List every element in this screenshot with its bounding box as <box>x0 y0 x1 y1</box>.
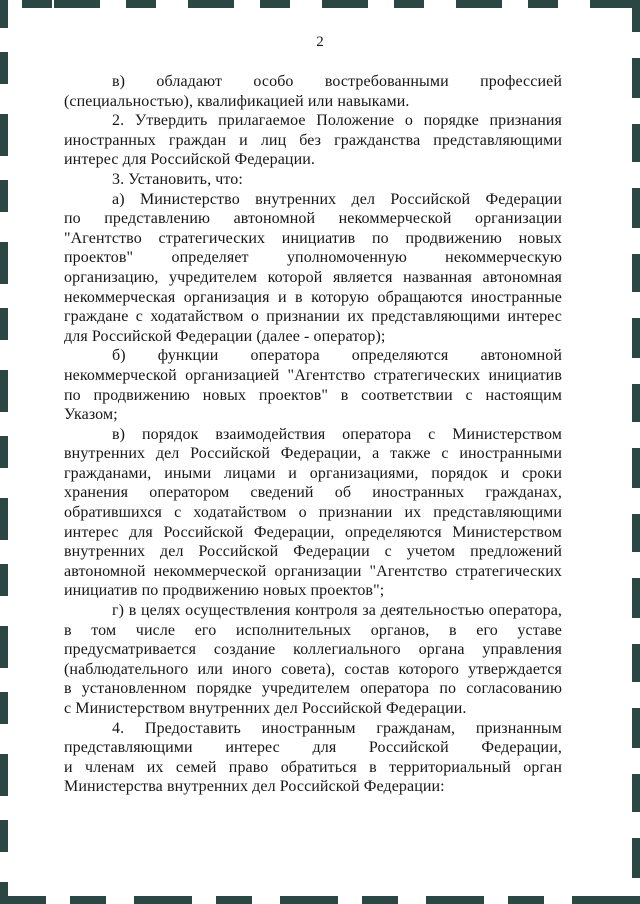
document-line <box>64 777 562 797</box>
document-line <box>64 660 562 680</box>
document-line-text: представляющими интерес для Российской Федерации, <box>64 739 562 757</box>
document-line-text: внутренних дел Российской Федерации, а также с иностранными <box>64 445 562 463</box>
document-line-text: внутренних дел Российской Федерации с учетом предложений <box>64 543 562 561</box>
document-line <box>64 425 562 445</box>
document-line-text: с Министерством внутренних дел Российской Федерации. <box>64 700 467 717</box>
document-line-text: и членам их семей право обратиться в территориальный орган <box>64 758 562 776</box>
document-line-text: (специальностью), квалификацией или навыками. <box>64 92 410 110</box>
document-line-text: для Российской Федерации (далее - оператор); <box>64 327 386 345</box>
document-line <box>64 111 562 131</box>
document-line <box>64 327 562 347</box>
page-number: 2 <box>316 34 324 50</box>
document-line <box>64 621 562 641</box>
document-line <box>64 190 562 210</box>
document-line <box>64 386 562 406</box>
document-line-text: Указом; <box>64 406 118 424</box>
document-line-text: г) в целях осуществления контроля за деятельностью оператора, <box>112 602 562 620</box>
document-line-text: 3. Установить, что: <box>112 170 243 188</box>
document-line-text: Министерства внутренних дел Российской Федерации: <box>64 778 445 796</box>
document-line <box>64 542 562 562</box>
document-line <box>64 444 562 464</box>
document-line-text: проектов" определяет уполномоченную некоммерческую <box>64 249 562 267</box>
document-line <box>64 131 562 151</box>
document-line <box>64 288 562 308</box>
document-line <box>64 758 562 778</box>
document-line <box>64 464 562 484</box>
document-line-text: интерес для Российской Федерации, определяются Министерством <box>64 523 562 541</box>
document-line-text: в) порядок взаимодействия оператора с Министерством <box>112 425 562 443</box>
document-line-text: в том числе его исполнительных органов, в его уставе <box>64 621 562 639</box>
document-line-text: 4. Предоставить иностранным гражданам, признанным <box>112 719 562 737</box>
document-line-text: по представлению автономной некоммерческой организации <box>64 210 562 228</box>
document-line <box>64 92 562 112</box>
document-line-text: (наблюдательного или иного совета), состав которого утверждается <box>64 660 562 678</box>
scan-border-left <box>0 0 8 904</box>
document-line-text: иностранных граждан и лиц без гражданства представляющими <box>64 131 562 149</box>
document-line <box>64 581 562 601</box>
document-line <box>64 738 562 758</box>
document-line-text: в установленном порядке учредителем оператора по согласованию <box>64 680 562 698</box>
document-line-text: некоммерческая организация и в которую обращаются иностранные <box>64 288 562 306</box>
document-line <box>64 72 562 92</box>
document-line-text: автономной некоммерческой организации "Агентство стратегических <box>64 562 562 580</box>
document-line <box>64 405 562 425</box>
scan-border-right <box>632 0 640 904</box>
document-line-text: "Агентство стратегических инициатив по продвижению новых <box>64 229 562 247</box>
document-line-text: граждане с ходатайством о признании их представляющими интерес <box>64 308 562 326</box>
document-line-text: хранения оператором сведений об иностранных гражданах, <box>64 484 562 502</box>
document-line-text: по продвижению новых проектов" в соответствии с настоящим <box>64 386 562 404</box>
document-line <box>64 679 562 699</box>
document-line-text: инициатив по продвижению новых проектов"; <box>64 582 385 600</box>
document-line-text: предусматривается создание коллегиального органа управления <box>64 641 562 659</box>
document-line-text: интерес для Российской Федерации. <box>64 151 316 169</box>
document-line <box>64 307 562 327</box>
document-line <box>64 483 562 503</box>
document-line <box>64 699 562 719</box>
document-line <box>64 719 562 739</box>
document-line <box>64 170 562 190</box>
document-line <box>64 601 562 621</box>
document-body <box>64 72 562 797</box>
document-line-text: обратившихся с ходатайством о признании их представляющими <box>64 504 562 522</box>
document-line <box>64 248 562 268</box>
document-line <box>64 366 562 386</box>
document-line <box>64 346 562 366</box>
document-line-text: некоммерческой организацией "Агентство стратегических инициатив <box>64 366 562 384</box>
scan-border-bottom <box>0 896 640 904</box>
document-line <box>64 209 562 229</box>
document-line <box>64 150 562 170</box>
document-line <box>64 523 562 543</box>
document-line <box>64 229 562 249</box>
document-line-text: 2. Утвердить прилагаемое Положение о порядке признания <box>112 112 562 130</box>
document-line <box>64 562 562 582</box>
document-line-text: а) Министерство внутренних дел Российской Федерации <box>112 190 562 208</box>
document-line <box>64 503 562 523</box>
scan-border-top <box>0 0 640 8</box>
document-line-text: в) обладают особо востребованными профессией <box>112 73 562 90</box>
document-line <box>64 268 562 288</box>
document-line-text: б) функции оператора определяются автономной <box>112 347 562 365</box>
document-line-text: организацию, учредителем которой является названная автономная <box>64 268 562 286</box>
document-line-text: гражданами, иными лицами и организациями, порядок и сроки <box>64 464 562 482</box>
document-line <box>64 640 562 660</box>
